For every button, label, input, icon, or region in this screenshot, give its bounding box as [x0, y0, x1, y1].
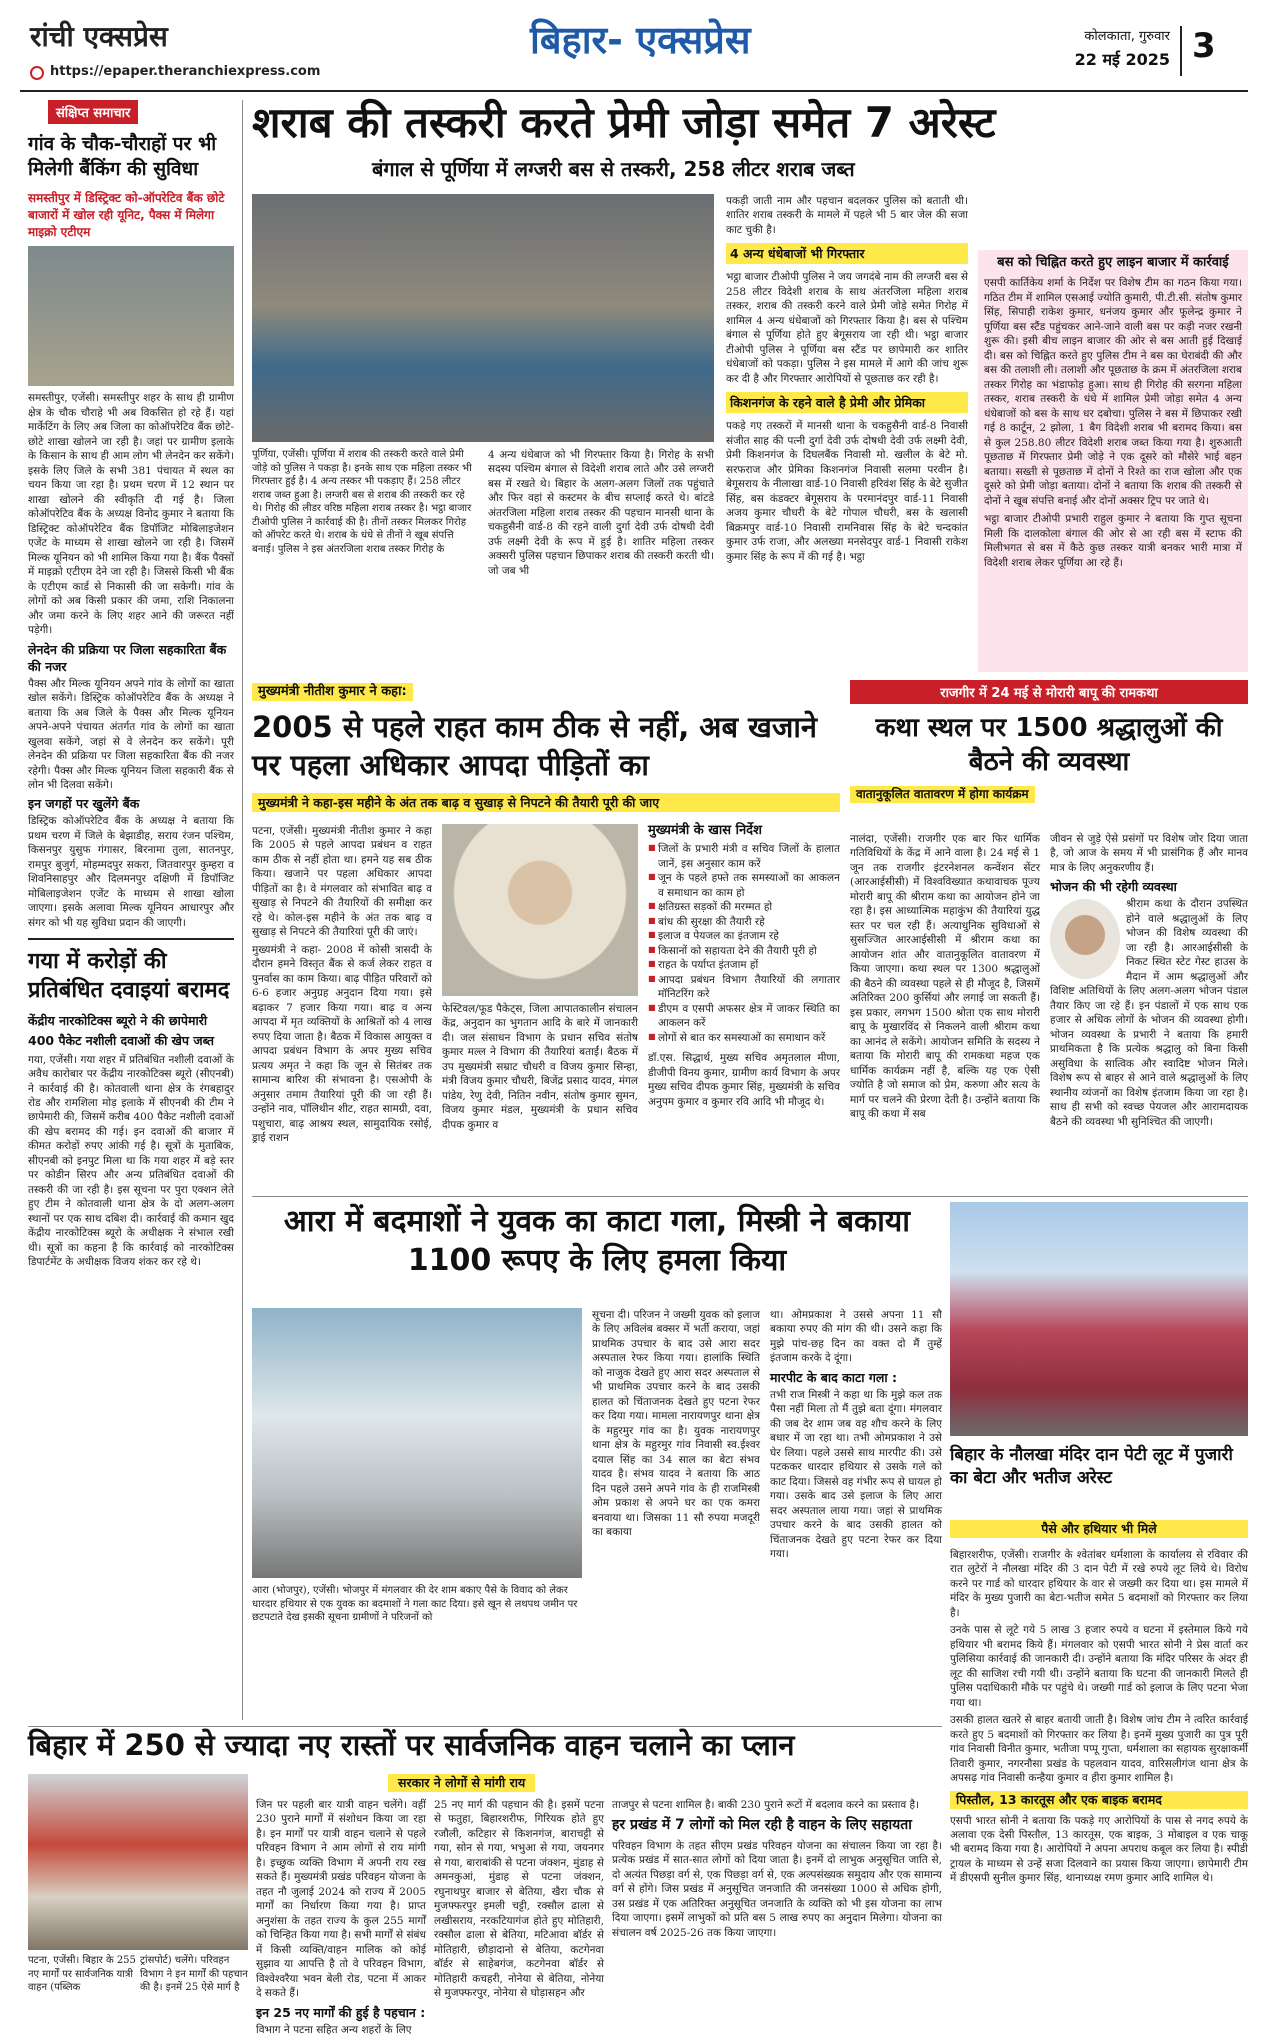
roads-body-5: ताजपुर से पटना शामिल है। बाकी 230 पुराने रूटों में बदलाव करने का प्रस्ताव है।: [612, 1799, 920, 1811]
bottom-rule: [28, 1726, 942, 1727]
temple-body-4: एसपी भारत सोनी ने बताया कि पकड़े गए आरोपियों के पास से नगद रुपये के अलावा एक देसी पिस्तौल, 13 कारतूस, एक बाइक, 3 मोबाइल व एक चाकू भी बरामद किया गया है। आरोपियों ने अपना अपराध कबूल कर लिया है। स्पीडी ट्रायल के माध्यम से उन्हें सजा दिलवाने का प्रयास किया जाएगा। छापेमारी टीम में डीएसपी सुनील कुमार सिंह, थानाध्यक्ष रमण कुमार आदि शामिल थे।: [950, 1814, 1248, 1885]
cm-directives-title: मुख्यमंत्री के खास निर्देश: [648, 823, 762, 838]
gaya-body: गया, एजेंसी। गया शहर में प्रतिबंधित नशीली दवाओं के अवैध कारोबार पर केंद्रीय नारकोटिक्स ब्यूरो (सीएनबी) ने कार्रवाई की है। कोतवाली थाना क्षेत्र के रंगबहादुर रोड और रामशिला मोड़ इलाके में सीएनबी की टीम ने छापेमारी की, जिसमें करीब 400 पैकेट नशीली दवाओं की खेप बरामद की गई। इन दवाओं की बाजार में कीमत करोड़ों रुपए आंकी गई है। सूत्रों के मुताबिक, सीएनबी को इनपुट मिला था कि गया शहर में बड़े स्तर पर कोडीन सिरप और अन्य प्रतिबंधित दवाओं की तस्करी की जा रही है। इस सूचना पर पुरा एक्शन लेते हुए टीम ने कोतवाली थाना क्षेत्र के दो अलग-अलग स्थानों पर एक साथ दबिश दी। कार्रवाई की कमान खुद केंद्रीय नारकोटिक्स ब्यूरो के अधीक्षक ने संभाल रखी थी। सूत्रों का कहना है कि कार्रवाई को नारकोटिक्स डिपार्टमेंट के अधीक्षक विजय शंकर कर रहे थे।: [28, 1053, 234, 1269]
roads-story: [28, 1728, 942, 2036]
arrest-caption: पूर्णिया, एजेंसी। पूर्णिया में शराब की तस्करी करते वाले प्रेमी जोड़े को पुलिस ने पकड़ा है। इनके साथ एक महिला तस्कर भी गिरफ्तार हुई है। 4 अन्य तस्कर भी पकड़ाए हैं। 258 लीटर शराब जब्त हुआ है। लग्जरी बस से शराब की तस्करी कर रहे थे। गिरोह की लीडर वरिष्ठ महिला शराब तस्कर है। भट्ठा बाजार टीओपी पुलिस ने कार्रवाई की है। तीनों तस्कर मिलकर गिरोह को ऑपरेट करते थे। शराब के धंधे से तीनों ने खूब संपत्ति बनाई। पुलिस ने इस अंतरजिला शराब तस्कर गिरोह के: [252, 449, 472, 555]
left-column: [28, 100, 234, 1720]
banking-body-1: समस्तीपुर, एजेंसी। समस्तीपुर शहर के साथ ही ग्रामीण क्षेत्र के चौक चौराहे भी अब विकसित हो रहे हैं। यहां मार्केटिंग के लिए अब जिला का कोऑपरेटिव बैंक छोटे-छोटे शाखा खोलने जा रही है। जहां पर ग्रामीण इलाके के किसान के साथ ही आम लोग भी लेनदेन कर सकेंगे। इसके लिए जिले के सभी 381 पंचायत में स्थल का चयन किया जा रहा है। प्रथम चरण में 12 स्थान पर शाखा खोलने की स्वीकृति दी गई है। जिला कोऑपरेटिव बैंक के अध्यक्ष विनोद कुमार ने बताया कि डिस्ट्रिक्ट कोऑपरेटिव बैंक डिपॉजिट मोबिलाइजेशन एजेंट के माध्यम से शाखा खोलने जा रही है। जिसमें मिल्क यूनियन को भी शामिल किया गया है। बैंक पैक्सों में माइक्रो एटीएम देने जा रही है। जिससे किसी भी बैंक के एटीएम कार्ड से निकासी की जा सकेगी। गांव के लोगों को अब किसी प्रकार की जमा, राशि निकालना और जमा करने के लिए शहर आने की जरूरत नहीं पड़ेगी।: [28, 392, 234, 637]
cm-directive: ■ जून के पहले हफ्ते तक समस्याओं का आकलन व समाधान का काम हो: [648, 871, 840, 900]
cm-directive: ■ डीएम व एसपी अफसर क्षेत्र में जाकर स्थिति का आकलन करें: [648, 1002, 840, 1031]
roads-sub-1: इन 25 नए मार्गों की हुई है पहचान :: [256, 2004, 426, 2020]
temple-body-1: बिहारशरीफ, एजेंसी। राजगीर के श्वेतांबर धर्मशाला के कार्यालय से रविवार की रात लुटेरों ने नौलखा मंदिर की 3 दान पेटी में रखे रुपये लूट लिये थे। विरोध करने पर गार्ड को धारदार हथियार के वार से जख्मी कर दिया था। इस मामले में मंदिर के मुख्य पुजारी का बेटा-भतीज समेत 5 बदमाशों को गिरफ्तार कर लिया है।: [950, 1549, 1248, 1619]
issue-date: 22 मई 2025: [1074, 50, 1170, 69]
arrest-photo: [252, 194, 714, 442]
brand-logo: रांची एक्सप्रेस: [30, 20, 168, 53]
temple-photo: [950, 1202, 1248, 1436]
cm-directive: ■ लोगों से बात कर समस्याओं का समाधान करें: [648, 1031, 840, 1045]
katha-body-3: श्रीराम कथा के दौरान उपस्थित होने वाले श्रद्धालुओं के लिए भोजन की विशेष व्यवस्था की जा रही है। आरआईसीसी के निकट स्थित स्टेट गेस्ट हाउस के मैदान में आम श्रद्धालुओं और विशिष्ट अतिथियों के लिए अलग-अलग भोजन पंडाल तैयार किए जा रहे हैं। इन पंडालों में एक साथ एक हजार से अधिक लोगों के भोजन की व्यवस्था होगी। भोजन व्यवस्था के प्रभारी ने बताया कि हमारी प्राथमिकता है कि प्रत्येक श्रद्धालु को बिना किसी असुविधा के सात्विक और स्वादिष्ट भोजन मिले। विशेष रूप से बाहर से आने वाले श्रद्धालुओं के लिए स्थानीय व्यंजनों का विशेष इंतजाम किया जा रहा है। साथ ही सभी को स्वच्छ पेयजल और आरामदायक बैठने की व्यवस्था भी सुनिश्चित की जाएगी।: [1050, 898, 1248, 1128]
ara-story: [252, 1202, 942, 1720]
lead-right-body-2: पकड़े गए तस्करों में मानसी थाना के चकहुसैनी वार्ड-8 निवासी संजीत साह की पत्नी दुर्गा देवी उर्फ दोषधी देवी उर्फ लक्ष्मी देवी, प्रेमी किशनगंज के दिघलबैंक निवासी मो. खलील के बेटे मो. सरफराज और प्रेमिका किशनगंज निवासी सलमा परवीन है। बेगूसराय के नीलाखा वार्ड-10 निवासी हरिवंश सिंह के बेटे सुजीत सिंह, बस कंडक्टर बेगूसराय के परमानंदपुर वार्ड-11 निवासी अजय कुमार चौधरी के बेटे गोपाल चौधरी, बस के खलासी बिक्रमपुर वार्ड-10 निवासी रामनिवास सिंह के बेटे चन्दकांत कुमार उर्फ राजा, और अलख्या मनसेदपुर वार्ड-1 निवासी राकेश कुमार सिंह के रूप में की गई है। भट्ठा: [726, 420, 968, 563]
katha-subhead: वातानुकूलित वातावरण में होगा कार्यक्रम: [850, 786, 1035, 803]
lead-box-body-1: एसपी कार्तिकेय शर्मा के निर्देश पर विशेष टीम का गठन किया गया। गठित टीम में शामिल एसआई ज्योति कुमारी, पी.टी.सी. संतोष कुमार सिंह, सिपाही राकेश कुमार, धनंजय कुमार और फूलेन्द्र कुमार ने पूर्णिया बस स्टैंड पहुंचकर आने-जाने वाली बस पर कड़ी नजर रखनी शुरू की। इसी बीच लाइन बाजार की ओर से बस आती हुई दिखाई दी। बस को चिह्नित करते हुए पुलिस टीम ने बस का घेराबंदी की और बस की तलाशी ली। तलाशी और पूछताछ के क्रम में अंतरजिला शराब तस्कर गिरोह का भंडाफोड़ हुआ। साथ ही गिरोह की सरगना महिला तस्कर, शराब तस्करी के धंधे में शामिल प्रेमी जोड़ा समेत 4 अन्य धंधेबाजों को बस के साथ धर दबोचा। पुलिस ने बस में छिपाकर रखी गई 8 कार्टून, 2 झोला, 1 बैग विदेशी शराब भी बरामद किया। बस से कुल 258.80 लीटर विदेशी शराब जब्त किया गया है। शुरुआती पूछताछ में गिरफ्तार प्रेमी जोड़े ने एक दूसरे को मौसेरे भाई बहन बताया। सख्ती से पूछताछ में दोनों ने रिश्ते का राज खोला और एक दूसरे को प्रेमी जोड़ा बताया। दोनों ने बताया कि शराब की तस्करी से दोनों ने खूब संपत्ति बनाई और दोनों अक्सर ट्रिप पर जाते थे।: [984, 277, 1242, 507]
roads-col-4: [612, 1798, 942, 1990]
banking-body-2: पैक्स और मिल्क यूनियन अपने गांव के लोगों का खाता खोल सकेंगे। डिस्ट्रिक कोऑपरेटिव बैंक के अध्यक्ष ने बताया कि अब जिले के पैक्स और मिल्क यूनियन अपने-अपने पंचायत अंतर्गत गांव के लोगों का खाता खुलवा सकेंगे, जहां से वे लेनदेन कर सकेंगे। पूरी लेनदेन की प्रक्रिया पर जिला सहकारिता बैंक की नजर रहेगी। पैक्स और मिल्क यूनियन जिला सहकारी बैंक से लोन भी दिलवा सकेंगे।: [28, 677, 234, 791]
epaper-url[interactable]: https://epaper.theranchiexpress.com: [50, 64, 321, 79]
cm-directive: ■ आपदा प्रबंधन विभाग तैयारियों की लगातार मॉनिटरिंग करे: [648, 973, 840, 1002]
cm-col-1: [252, 824, 432, 1184]
cm-subhead: मुख्यमंत्री ने कहा-इस महीने के अंत तक बाढ़ व सुखाड़ से निपटने की तैयारी पूरी की जाए: [252, 793, 840, 813]
ara-body-2: था। ओमप्रकाश ने उससे अपना 11 सौ बकाया रुपए की मांग की थी। उसने कहा कि मुझे पांच-छह दिन का वक्त दो मैं तुम्हें इंतजाम करके दे दूंगा।: [770, 1309, 942, 1365]
temple-sub-1: पिस्तौल, 13 कारतूस और एक बाइक बरामद: [950, 1791, 1248, 1809]
cm-body-3: डॉ.एस. सिद्धार्थ, मुख्य सचिव अमृतलाल मीणा, डीजीपी विनय कुमार, ग्रामीण कार्य विभाग के अपर मुख्य सचिव दीपक कुमार सिंह, मुख्यमंत्री के सचिव अनुपम कुमार व कुमार रवि आदि भी मौजूद थे।: [648, 1052, 840, 1108]
ara-body-3: तभी राज मिस्त्री ने कहा था कि मुझे कल तक पैसा नहीं मिला तो मैं तुझे बता दूंगा। मंगलवार की जब देर शाम जब वह शौच करने के लिए बधार में जा रहा था। तभी ओमप्रकाश ने उसे घेर लिया। पहले उससे साथ मारपीट की। उसे पटककर धारदार हथियार से उसके गले को काट दिया। जिससे वह गंभीर रूप से घायल हो गया। उसके बाद उसे इलाज के लिए आरा सदर अस्पताल लाया गया। जहां से प्राथमिक उपचार करने के बाद उसकी हालत को चिंताजनक देखते हुए पटना रेफर कर दिया गया।: [770, 1388, 942, 1561]
roads-body-3: विभाग ने पटना सहित अन्य शहरों के लिए: [256, 2023, 412, 2036]
banking-headline: गांव के चौक-चौराहों पर भी मिलेगी बैंकिंग की सुविधा: [28, 133, 217, 180]
banking-sub-1: लेनदेन की प्रक्रिया पर जिला सहकारिता बैंक की नजर: [28, 641, 227, 674]
gaya-subhead-a: केंद्रीय नारकोटिक्स ब्यूरो ने की छापेमारी: [28, 1012, 208, 1028]
dateline: [1040, 26, 1170, 70]
ara-body-1: सूचना दी। परिजन ने जख्मी युवक को इलाज के लिए अविलंब बक्सर में भर्ती कराया, जहां प्राथमिक उपचार के बाद उसे आरा सदर अस्पताल रेफर किया गया। हालांकि स्थिति को नाजुक देखते हुए आरा सदर अस्पताल से भी प्राथमिक उपचार करने के बाद उसकी हालत को चिंताजनक देखते हुए पटना रेफर कर दिया गया। मामला नारायणपुर थाना क्षेत्र के महुरमुर गांव का है। युवक नारायणपुर थाना क्षेत्र के महुरमुर गांव निवासी स्व.ईश्वर दयाल सिंह का 34 साल का बेटा संभव यादव है। संभव यादव ने बताया कि आठ दिन पहले उसने अपने गांव के ही राजमिस्त्री ओम प्रकाश से अपने घर का एक कमरा बनवाया था। जिसका 11 सौ रुपया मजदूरी का बकाया: [592, 1309, 760, 1539]
cm-kicker: मुख्यमंत्री नीतीश कुमार ने कहा:: [252, 683, 413, 701]
roads-body-6: परिवहन विभाग के तहत सीएम प्रखंड परिवहन योजना का संचालन किया जा रहा है। प्रत्येक प्रखंड में सात-सात लोगों को दिया जाता है। इनमें दो लाभुक अनुसूचित जाति से, दो अत्यंत पिछड़ा वर्ग से, एक पिछड़ा वर्ग से, एक अल्पसंख्यक समुदाय और एक सामान्य वर्ग से होंगे। जिस प्रखंड में अनुसूचित जनजाति की जनसंख्या 1000 से अधिक होगी, उस प्रखंड में एक अतिरिक्त अनुसूचित जनजाति के व्यक्ति को भी इस योजना का लाभ दिया जाएगा। इसमें लाभुकों को प्रति बस 5 लाख रुपए का अनुदान मिलेगा। योजना का संचालन वर्ष 2025-26 तक किया जाएगा।: [612, 1839, 942, 1939]
section-title: बिहार- एक्सप्रेस: [530, 18, 751, 62]
bank-meeting-photo: [28, 246, 234, 386]
katha-body-2: जीवन से जुड़े ऐसे प्रसंगों पर विशेष जोर दिया जाता है, जो आज के समय में भी प्रासंगिक हैं और मानव मात्र के लिए अनुकरणीय हैं।: [1050, 833, 1248, 874]
banking-body-3: डिस्ट्रिक कोऑपरेटिव बैंक के अध्यक्ष ने बताया कि प्रथम चरण में जिले के बेझाडीह, सराय रंजन पश्चिम, किसनपुर युसुफ गंगासर, बिरनामा तुला, सातनपुर, रामपुर बुजुर्ग, मोहम्मदपुर सकरा, जितवारपुर कुम्हरा व शिवनिसाहपुर और दिलमनपुर दक्षिणी में डिपॉजिट मोबिलाइजेशन एजेंट के माध्यम से शाखा खोला जाएगा। इसके अलावा मिल्क यूनियन आधारपुर और संगर को भी यह सुविधा प्रदान की जाएगी।: [28, 815, 234, 929]
lead-right-col: [726, 194, 968, 672]
banking-sub-2: इन जगहों पर खुलेंगे बैंक: [28, 796, 140, 812]
roads-col-2: [256, 1798, 426, 2036]
globe-icon: [30, 66, 44, 80]
temple-body-2: उनके पास से लूटे गये 5 लाख 3 हजार रुपये व घटना में इस्तेमाल किये गये हथियार भी बरामद किये हैं। मंगलवार को एसपी भारत सोनी ने प्रेस वार्ता कर पुलिसिया कार्रवाई की जानकारी दी। उन्होंने बताया कि मंदिर परिसर के अंदर ही लूट की साजिश रची गयी थी। उन्होंने बताया कि घटना की जानकारी मिलते ही पुलिस पदाधिकारी मौके पर पहुंचे थे। जख्मी गार्ड को इलाज के लिए पटना भेजा गया था।: [950, 1624, 1248, 1709]
temple-body-3: उसकी हालत खतरे से बाहर बतायी जाती है। विशेष जांच टीम ने त्वरित कार्रवाई करते हुए 5 बदमाशों को गिरफ्तार कर लिया है। इनमें मुख्य पुजारी का पुत्र पूरी गांव निवासी विनीत कुमार, भतीजा पप्पू गुप्ता, धर्मशाला का सहायक सुरक्षाकर्मी तिवारी कुमार, नगरनौसा प्रखंड के पहलवान यादव, वारिसलीगंज थाना क्षेत्र के अपसढ़ गांव निवासी कन्हैया कुमार व हीरा कुमार शामिल है।: [950, 1714, 1248, 1785]
cm-col-3: [648, 824, 840, 1188]
cm-directive: ■ राहत के पर्याप्त इंतजाम हों: [648, 958, 840, 972]
lead-box-title: बस को चिह्नित करते हुए लाइन बाजार में कार्रवाई: [997, 255, 1229, 270]
katha-headline: कथा स्थल पर 1500 श्रद्धालुओं की बैठने की व्यवस्था: [875, 713, 1223, 777]
lead-sub-1: 4 अन्य धंधेबाजों भी गिरफ्तार: [726, 243, 968, 264]
bus-photo: [28, 1774, 248, 1950]
cm-headline: 2005 से पहले राहत काम ठीक से नहीं, अब खजाने पर पहला अधिकार आपदा पीड़ितों का: [252, 710, 817, 782]
temple-headline: बिहार के नौलखा मंदिर दान पेटी लूट में पुजारी का बेटा और भतीज अरेस्ट: [950, 1445, 1233, 1488]
cm-directive: ■ बांध की सुरक्षा की तैयारी रहे: [648, 915, 840, 929]
cm-body-2: मुख्यमंत्री ने कहा- 2008 में कोसी त्रासदी के दौरान हमने विस्तृत बैंक से कर्ज लेकर राहत व पुनर्वास का काम किया। बाढ़ पीड़ित परिवारों को 6-6 हजार अनुग्रह अनुदान दिया गया। इसे बढ़ाकर 7 हजार किया गया। बाढ़ व अन्य आपदा में मृत व्यक्तियों के आश्रितों को 4 लाख रुपए दिया जाता है। बैठक में विकास आयुक्त व आपदा प्रबंधन विभाग के अपर मुख्य सचिव प्रत्यय अमृत ने कहा कि जून से सितंबर तक सामान्य बारिश की संभावना है। एसओपी के अनुसार तमाम तैयारियां पूरी की जा रही हैं। उन्होंने नाव, पॉलिथीन शीट, राहत सामग्री, दवा, पशुचारा, बाढ़ आश्रय स्थल, सामुदायिक रसोई, ड्राई राशन: [252, 943, 432, 1145]
lead-sub-2: किशनगंज के रहने वाले है प्रेमी और प्रेमिका: [726, 392, 968, 413]
page-number: 3: [1192, 26, 1216, 66]
cm-directives-list: [648, 842, 840, 1045]
gaya-subhead-b: 400 पैकेट नशीली दवाओं की खेप जब्त: [28, 1032, 215, 1048]
cm-directive: ■ क्षतिग्रस्त सड़कों की मरम्मत हो: [648, 900, 840, 914]
lead-headline: शराब की तस्करी करते प्रेमी जोड़ा समेत 7 अरेस्ट: [252, 98, 996, 147]
roads-body-4: 25 नए मार्ग की पहचान की है। इसमें पटना से फतुहा, बिहारशरीफ, गिरियक होते हुए रजौली, कटिहार से किशनगंज, बाराचट्टी से गया, सोन से गया, भभुआ से गया, जयनगर से गया, बाराबांकी से पटना जंक्शन, मुंडाह से अमनकुआं, मुंडाह से पटना जंक्शन, रघुनाथपुर बाजार से बेतिया, खैरा चौक से मुजफ्फरपुर इमली चट्टी, रक्सौल ढाला से लखीसराय, नरकटियागंज होते हुए मोतिहारी, रक्सौल ढाला से बेतिया, मटिआवा बॉर्डर से मोतिहारी, छौड़ादानो से बेतिया, कटगेनवा बॉर्डर से साहेबगंज, कटगेनवा बॉर्डर से मोतिहारी कचहरी, नोनेया से बेतिया, नोनेया से मुजफ्फरपुर, नोनेया से घोड़ासहन और: [434, 1799, 604, 2000]
cm-directive: ■ इलाज व पेयजल का इंतजाम रहे: [648, 929, 840, 943]
ara-sub-1: मारपीट के बाद काटा गला :: [770, 1369, 897, 1385]
masthead: [0, 0, 1268, 92]
temple-subhead: पैसे और हथियार भी मिले: [950, 1520, 1248, 1538]
left-divider: [28, 938, 234, 940]
masthead-rule: [20, 90, 1248, 92]
lead-body-mid: 4 अन्य धंधेबाज को भी गिरफ्तार किया है। गिरोह के सभी सदस्य पश्चिम बंगाल से विदेशी शराब लाते और उसे लग्जरी बस में रखते थे। बिहार के अलग-अलग जिलों तक पहुंचाते और फिर वहां से कस्टमर के बीच सप्लाई करते थे। बांटडे अंतरजिला महिला शराब तस्कर की पहचान मानसी थाना के चकहुसैनी वार्ड-8 की रहने वाली दुर्गा देवी उर्फ दोषधी देवी उर्फ लक्ष्मी देवी के रूप में हुई है। शातिर महिला तस्कर अक्सरी पुलिस पहचान छिपाकर शराब की तस्करी करती थी। जो जब भी: [488, 449, 714, 577]
cm-body-1: पटना, एजेंसी। मुख्यमंत्री नीतीश कुमार ने कहा कि 2005 से पहले आपदा प्रबंधन व राहत काम ठीक से नहीं होता था। हमने यह सब ठीक किया। खजाने पर पहला अधिकार आपदा पीड़ितों का है। वे मंगलवार को संभावित बाढ़ व सुखाड़ से निपटने की तैयारियों की समीक्षा कर रहे थे। कोल-इस महीने के अंत तक बाढ़ व सुखाड़ से निपटने की तैयारियां पूरी की जाएं।: [252, 825, 432, 939]
city-day: कोलकाता, गुरुवार: [1084, 29, 1170, 44]
katha-kicker: राजगीर में 24 मई से मोरारी बापू की रामकथा: [850, 680, 1248, 704]
lead-right-body-1: भट्ठा बाजार टीओपी पुलिस ने जय जगदंबे नाम की लग्जरी बस से 258 लीटर विदेशी शराब के साथ अंतरजिला महिला शराब तस्कर, शराब की तस्करी करने वाले प्रेमी जोड़े समेत गिरोह में शामिल 4 अन्य धंधेबाजों को गिरफ्तार किया है। बस से पश्चिम बंगाल से पूर्णिया होते हुए बेगूसराय जा रही थी। भट्ठा बाजार टीओपी पुलिस ने पूर्णिया बस स्टैंड पर छापेमारी कर शातिर धंधेबाजों को पकड़ा। पुलिस ने इस मामले में आगे की जांच शुरू कर दी है और गिरफ्तार आरोपियों से पूछताछ कर रही है।: [726, 271, 968, 385]
lead-box-body-2: भट्ठा बाजार टीओपी प्रभारी राहुल कुमार ने बताया कि गुप्त सूचना मिली कि दालकोला बंगाल की ओर से आ रही बस में स्टाफ की मिलीभगत से बस में कैठे कुछ तस्कर यात्री बनकर भारी मात्रा में विदेशी शराब लेकर पूर्णिया आ रहे हैं।: [984, 513, 1242, 569]
mid-rule: [252, 1196, 1248, 1197]
cm-directive: ■ जिलों के प्रभारी मंत्री व सचिव जिलों के हालात जानें, इस अनुसार काम करें: [648, 842, 840, 871]
lead-story: [252, 100, 1248, 672]
roads-caption: पटना, एजेंसी। बिहार के 255 नए मार्गों पर सार्वजनिक यात्री वाहन (पब्लिक: [28, 1955, 136, 1993]
roads-body-1: ट्रांसपोर्ट) चलेंगे। परिवहन विभाग ने इन मार्गों की पहचान की है। इनमें 25 ऐसे मार्ग है: [140, 1955, 248, 1993]
ara-col-3: [770, 1308, 942, 1720]
cm-directive: ■ किसानों को सहायता देने की तैयारी पूरी हो: [648, 944, 840, 958]
gaya-headline: गया में करोड़ों की प्रतिबंधित दवाइयां बरामद: [28, 949, 230, 1003]
lead-side-box: [978, 250, 1248, 672]
temple-story: [950, 1202, 1248, 1982]
hospital-photo: [252, 1308, 582, 1578]
cm-photo-caption: फेस्टिवल/फूड पैकेट्स, जिला आपातकालीन संचालन केंद्र, अनुदान का भुगतान आदि के बारे में जानकारी दी। जल संसाधन विभाग के प्रधान सचिव संतोष कुमार मल्ल ने विभाग की तैयारियां बताईं। बैठक में उप मुख्यमंत्री सम्राट चौधरी व विजय कुमार सिन्हा, मंत्री विजय कुमार चौधरी, बिजेंद्र प्रसाद यादव, मंगल पांडेय, रेणु देवी, नितिन नवीन, संतोष कुमार सुमन, विजय कुमार मंडल, मुख्यमंत्री के प्रधान सचिव दीपक कुमार व: [442, 1003, 638, 1131]
katha-story: [850, 680, 1248, 1190]
katha-body-1: नालंदा, एजेंसी। राजगीर एक बार फिर धार्मिक गतिविधियों के केंद्र में आने वाला है। 24 मई से 1 जून तक राजगीर इंटरनेशनल कन्वेंशन सेंटर (आरआईसीसी) में विश्वविख्यात कथावाचक पूज्य मोरारी बापू की श्रीराम कथा का आयोजन होने जा रहा है। इस आध्यात्मिक महाकुंभ की तैयारियां युद्ध स्तर पर चल रही हैं। अत्याधुनिक सुविधाओं से सुसज्जित आरआईसीसी में श्रीराम कथा का आयोजन शांत और वातानुकूलित वातावरण में किया जाएगा। कथा स्थल पर 1300 श्रद्धालुओं की बैठने की व्यवस्था पहले से ही मौजूद है, जिसमें अतिरिक्त 200 कुर्सियां और लगाई जा सकती हैं। इस प्रकार, लगभग 1500 श्रोता एक साथ मोरारी बापू के मुखारविंद से निकलने वाली श्रीराम कथा का आनंद ले सकेंगे। आयोजन समिति के सदस्य ने बताया कि मोरारी बापू की रामकथा महज एक धार्मिक कार्यक्रम नहीं है, बल्कि यह एक ऐसी ज्योति है जो समाज को प्रेम, करुणा और सत्य के मार्ग पर चलने की प्रेरणा देती है। उन्होंने बताया कि बापू की कथा में सब: [850, 833, 1040, 1121]
roads-sub-2: हर प्रखंड में 7 लोगों को मिल रही है वाहन के लिए सहायता: [612, 1817, 912, 1834]
roads-body-2: जिन पर पहली बार यात्री वाहन चलेंगे। वहीं 230 पुराने मार्गों में संशोधन किया जा रहा है। इन मार्गों पर यात्री वाहन चलाने से पहले परिवहन विभाग ने आम लोगों से राय मांगी है। इच्छुक व्यक्ति विभाग में अपनी राय रख सकते हैं। मुख्यमंत्री प्रखंड परिवहन योजना के तहत नौ जुलाई 2024 को राज्य में 2005 मार्गों का निर्धारण किया गया है। प्राप्त अनुशंसा के तहत राज्य के कुल 255 मार्गों को चिन्हित किया गया है। सभी मार्गों से संबंध में किसी व्यक्ति/वाहन मालिक को कोई सुझाव या आपत्ति है तो वे परिवहन विभाग, विश्वेश्वरैया भवन बेली रोड, पटना में आकर दे सकते हैं।: [256, 1799, 426, 2000]
ara-caption: आरा (भोजपुर), एजेंसी। भोजपुर में मंगलवार की देर शाम बकाए पैसे के विवाद को लेकर धारदार हथियार से एक युवक का बदमाशों ने गला काट दिया। इसे खून से लथपथ जमीन पर छटपटाते देख इसकी सूचना ग्रामीणों ने परिजनों को: [252, 1585, 578, 1623]
brief-news-label: संक्षिप्त समाचार: [48, 100, 138, 124]
banking-subhead: समस्तीपुर में डिस्ट्रिक्ट को-ऑपरेटिव बैंक छोटे बाजारों में खोल रही यूनिट, पैक्स में मिलेगा माइक्रो एटीएम: [28, 191, 225, 240]
ara-headline: आरा में बदमाशों ने युवक का काटा गला, मिस्त्री ने बकाया 1100 रूपए के लिए हमला किया: [283, 1204, 911, 1278]
katha-col-2: [1050, 832, 1248, 1188]
roads-headline: बिहार में 250 से ज्यादा नए रास्तों पर सार्वजनिक वाहन चलाने का प्लान: [28, 1728, 795, 1762]
morari-bapu-photo: [1050, 899, 1120, 979]
lead-subhead: बंगाल से पूर्णिया में लग्जरी बस से तस्करी, 258 लीटर शराब जब्त: [372, 157, 855, 182]
lead-right-intro: पकड़ी जाती नाम और पहचान बदलकर पुलिस को बताती थी। शातिर शराब तस्करी के मामले में पहले भी 5 बार जेल की सजा काट चुकी है।: [726, 195, 968, 236]
temple-text: [950, 1548, 1248, 1982]
cm-portrait: [442, 824, 638, 996]
cm-story: [252, 680, 840, 1190]
katha-sub-1: भोजन की भी रहेगी व्यवस्था: [1050, 879, 1177, 895]
roads-subhead: सरकार ने लोगों से मांगी राय: [388, 1774, 535, 1792]
page-divider: [1180, 26, 1182, 76]
left-column-rule: [242, 100, 243, 1720]
